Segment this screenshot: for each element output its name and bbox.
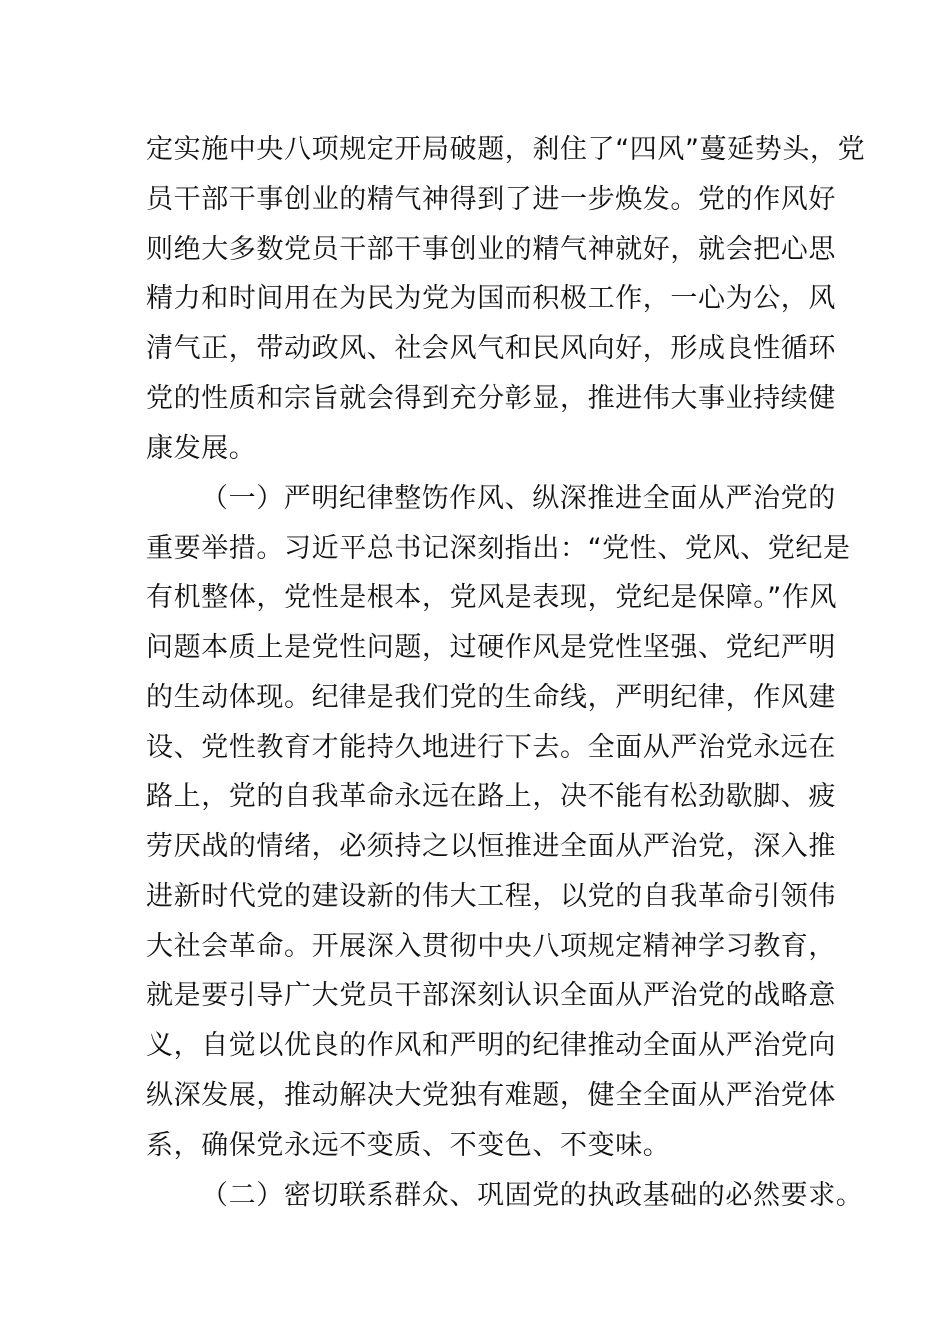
text-line: 重要举措。习近平总书记深刻指出：“党性、党风、党纪是 [146, 533, 851, 564]
section-heading-line: （二）密切联系群众、巩固党的执政基础的必然要求。 [201, 1180, 864, 1211]
text-line: 的生动体现。纪律是我们党的生命线，严明纪律，作风建 [146, 682, 836, 713]
text-line: 精力和时间用在为民为党为国而积极工作，一心为公，风 [146, 283, 836, 314]
text-line: 问题本质上是党性问题，过硬作风是党性坚强、党纪严明 [146, 632, 836, 663]
text-line: 系，确保党永远不变质、不变色、不变味。 [146, 1130, 671, 1161]
text-line: 进新时代党的建设新的伟大工程，以党的自我革命引领伟 [146, 881, 836, 912]
text-line: 劳厌战的情绪，必须持之以恒推进全面从严治党，深入推 [146, 831, 836, 862]
text-line: 就是要引导广大党员干部深刻认识全面从严治党的战略意 [146, 980, 836, 1011]
text-line: 员干部干事创业的精气神得到了进一步焕发。党的作风好 [146, 184, 836, 215]
text-line: 定实施中央八项规定开局破题，刹住了“四风”蔓延势头，党 [146, 134, 866, 165]
text-line: 则绝大多数党员干部干事创业的精气神就好，就会把心思 [146, 234, 836, 265]
text-line: 清气正，带动政风、社会风气和民风向好，形成良性循环 [146, 333, 836, 364]
text-line: 有机整体，党性是根本，党风是表现，党纪是保障。”作风 [146, 582, 838, 613]
text-line: 党的性质和宗旨就会得到充分彰显，推进伟大事业持续健 [146, 383, 836, 414]
text-line: 康发展。 [146, 433, 257, 464]
text-line: 大社会革命。开展深入贯彻中央八项规定精神学习教育， [146, 931, 836, 962]
text-line: 纵深发展，推动解决大党独有难题，健全全面从严治党体 [146, 1080, 836, 1111]
section-heading-line: （一）严明纪律整饬作风、纵深推进全面从严治党的 [201, 483, 836, 514]
text-line: 路上，党的自我革命永远在路上，决不能有松劲歇脚、疲 [146, 781, 836, 812]
text-line: 义，自觉以优良的作风和严明的纪律推动全面从严治党向 [146, 1030, 836, 1061]
text-line: 设、党性教育才能持久地进行下去。全面从严治党永远在 [146, 732, 836, 763]
